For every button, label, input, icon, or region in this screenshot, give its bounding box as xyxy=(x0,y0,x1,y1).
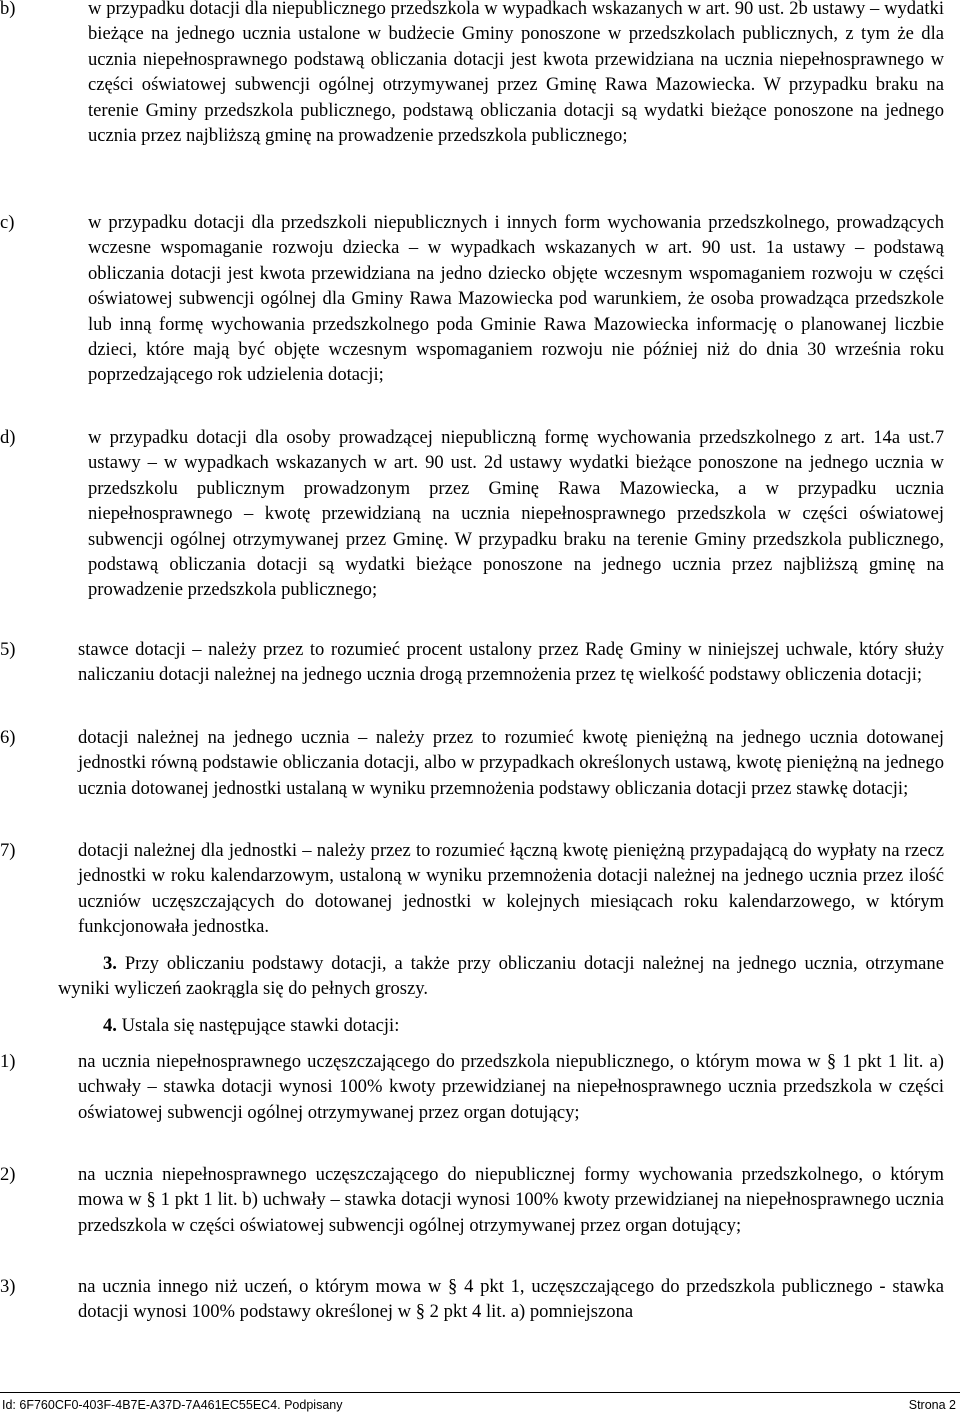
paragraph-text: Przy obliczaniu podstawy dotacji, a także przy obliczaniu dotacji należnej na jednego ucznia, otrzymane wyniki wyliczeń zaokrągla się do pełnych groszy. xyxy=(58,953,944,1000)
page-number: Strona 2 xyxy=(908,1398,956,1412)
list-item-d xyxy=(0,425,944,603)
item-label: 3) xyxy=(0,1276,16,1297)
list-item-7 xyxy=(0,838,944,940)
rate-item-1 xyxy=(0,1049,944,1125)
paragraph-number: 4. xyxy=(103,1015,117,1036)
document-id: Id: 6F760CF0-403F-4B7E-A37D-7A461EC55EC4. Podpisany xyxy=(2,1398,343,1412)
list-item-6 xyxy=(0,725,944,801)
item-text: w przypadku dotacji dla osoby prowadzącej niepubliczną formę wychowania przedszkolnego z art. 14a ust.7 ustawy – w wypadkach wskazanych w art. 90 ust. 2d ustawy wydatki bieżące ponoszone na jednego ucznia w przedszkolu publicznym prowadzonym przez Gminę Rawa Mazowiecka, a w przypadku ucznia niepełnosprawnego – kwotę przewidzianą na ucznia niepełnosprawnego przedszkola w części oświatowej subwencji ogólnej otrzymywanej przez Gminę. W przypadku braku na terenie Gminy przedszkola publicznego, podstawą obliczania dotacji są wydatki bieżące ponoszone na jednego ucznia przez najbliższą gminę na prowadzenie przedszkola publicznego; xyxy=(88,427,944,601)
item-text: dotacji należnej dla jednostki – należy przez to rozumieć łączną kwotę pieniężną przypadającą do wypłaty na rzecz jednostki w roku kalendarzowym, ustaloną w wyniku przemnożenia dotacji należnej na jednego ucznia przez ilość uczniów uczęszczających do dotowanej jednostki w kolejnych miesiącach roku kalendarzowego, w którym funkcjonowała jednostka. xyxy=(78,840,944,938)
item-label: c) xyxy=(0,212,15,233)
item-label: b) xyxy=(0,0,16,19)
item-label: 6) xyxy=(0,727,16,748)
item-label: 5) xyxy=(0,639,16,660)
paragraph-4 xyxy=(58,1013,944,1038)
item-label: 7) xyxy=(0,840,16,861)
item-label: d) xyxy=(0,427,16,448)
item-label: 1) xyxy=(0,1051,16,1072)
footer-divider xyxy=(0,1392,960,1393)
item-text: w przypadku dotacji dla niepublicznego przedszkola w wypadkach wskazanych w art. 90 ust. 2b ustawy – wydatki bieżące na jednego ucznia ustalone w budżecie Gminy ponoszone w przedszkolach publicznych, z tym że dla ucznia niepełnosprawnego podstawą obliczania dotacji jest kwota przewidziana na ucznia niepełnosprawnego w części oświatowej subwencji ogólnej otrzymywanej przez Gminę Rawa Mazowiecka. W przypadku braku na terenie Gminy przedszkola publicznego, podstawą obliczania dotacji są wydatki bieżące ponoszone na jednego ucznia przez najbliższą gminę na prowadzenie przedszkola publicznego; xyxy=(88,0,944,147)
item-text: stawce dotacji – należy przez to rozumieć procent ustalony przez Radę Gminy w niniejszej uchwale, który służy naliczaniu dotacji należnej na jednego ucznia drogą przemnożenia przez tę wielkość podstawy obliczenia dotacji; xyxy=(78,639,944,686)
list-item-b xyxy=(0,0,944,148)
list-item-c xyxy=(0,210,944,388)
item-text: w przypadku dotacji dla przedszkoli niepublicznych i innych form wychowania przedszkolnego, prowadzących wczesne wspomaganie rozwoju dziecka – w wypadkach wskazanych w art. 90 ust. 1a ustawy – podstawą obliczania dotacji jest kwota przewidziana na jedno dziecko objęte wczesnym wspomaganiem rozwoju w części oświatowej subwencji ogólnej dla Gminy Rawa Mazowiecka pod warunkiem, że osoba prowadząca przedszkole lub inną formę wychowania przedszkolnego poda Gminie Rawa Mazowiecka informację o planowanej liczbie dzieci, które mają być objęte wczesnym wspomaganiem rozwoju nie później niż do dnia 30 września roku poprzedzającego rok udzielenia dotacji; xyxy=(88,212,944,386)
item-text: dotacji należnej na jednego ucznia – należy przez to rozumieć kwotę pieniężną na jednego ucznia dotowanej jednostki równą podstawie obliczania dotacji, albo w przypadkach określonych ustawą, kwotę pieniężną na jednego ucznia dotowanej jednostki ustalaną w wyniku przemnożenia podstawy obliczania dotacji przez stawkę dotacji; xyxy=(78,727,944,799)
item-text: na ucznia innego niż uczeń, o którym mowa w § 4 pkt 1, uczęszczającego do przedszkola publicznego - stawka dotacji wynosi 100% podstawy określonej w § 2 pkt 4 lit. a) pomniejszona xyxy=(78,1276,944,1323)
item-text: na ucznia niepełnosprawnego uczęszczającego do przedszkola niepublicznego, o którym mowa w § 1 pkt 1 lit. a) uchwały – stawka dotacji wynosi 100% kwoty przewidzianej na niepełnosprawnego ucznia przedszkola w części oświatowej subwencji ogólnej otrzymywanej przez organ dotujący; xyxy=(78,1051,944,1123)
paragraph-text: Ustala się następujące stawki dotacji: xyxy=(121,1015,400,1036)
item-label: 2) xyxy=(0,1164,16,1185)
paragraph-number: 3. xyxy=(103,953,117,974)
rate-item-2 xyxy=(0,1162,944,1238)
list-item-5 xyxy=(0,637,944,688)
item-text: na ucznia niepełnosprawnego uczęszczającego do niepublicznej formy wychowania przedszkolnego, o którym mowa w § 1 pkt 1 lit. b) uchwały – stawka dotacji wynosi 100% kwoty przewidzianej na niepełnosprawnego ucznia przedszkola w części oświatowej subwencji ogólnej otrzymywanej przez organ dotujący; xyxy=(78,1164,944,1236)
rate-item-3 xyxy=(0,1274,944,1325)
paragraph-3 xyxy=(58,951,944,1002)
